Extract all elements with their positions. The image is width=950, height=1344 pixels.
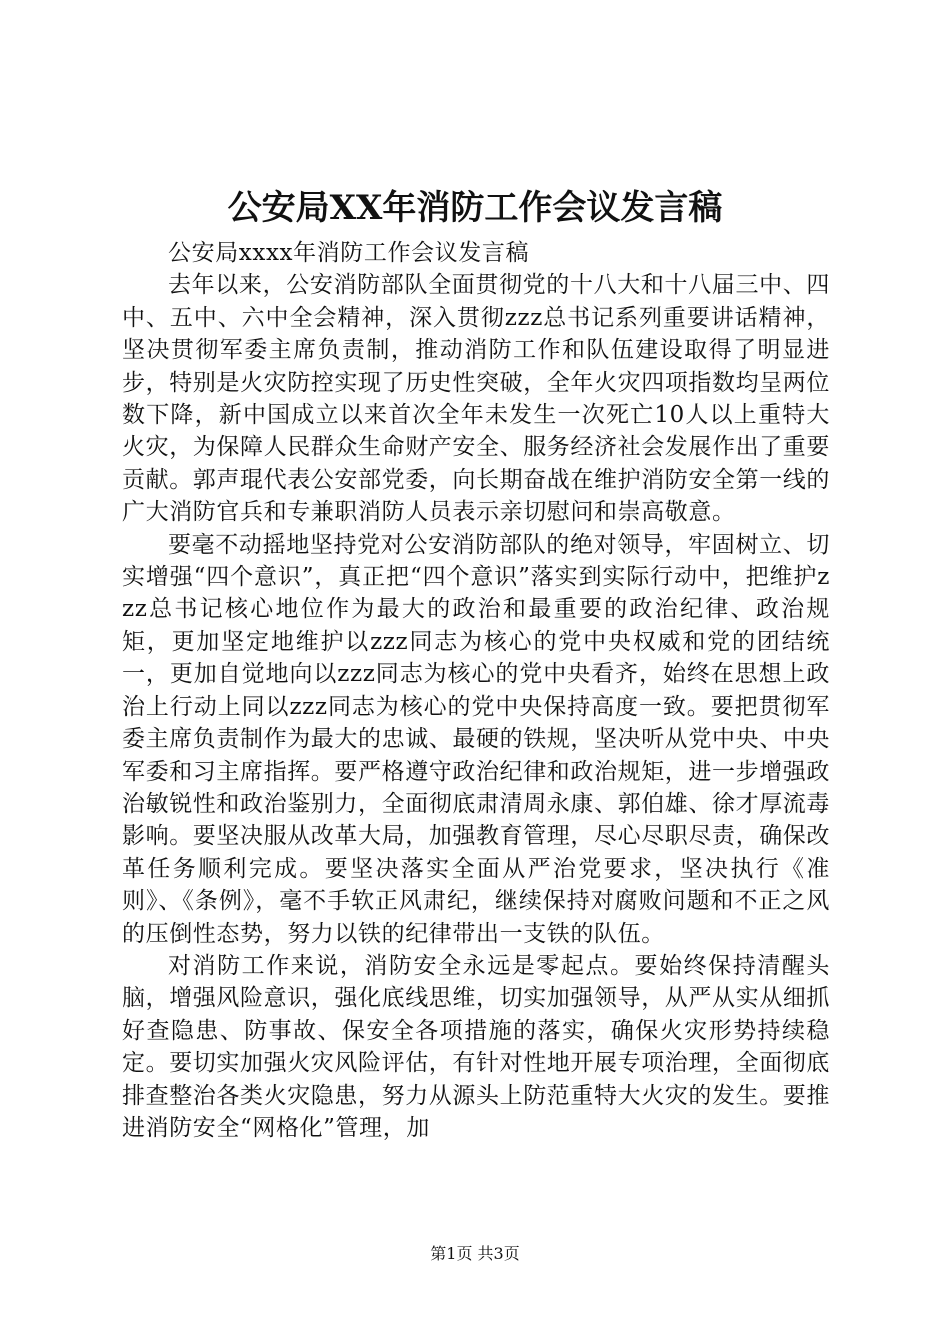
paragraph: 要毫不动摇地坚持党对公安消防部队的绝对领导，牢固树立、切实增强“四个意识”，真正把“四个意识”落实到实际行动中，把维护zzz总书记核心地位作为最大的政治和最重要的政治纪律、政治规矩，更加坚定地维护以zzz同志为核心的党中央权威和党的团结统一，更加自觉地向以zzz同志为核心的党中央看齐，始终在思想上政治上行动上同以zzz同志为核心的党中央保持高度一致。要把贯彻军委主席负责制作为最大的忠诚、最硬的铁规，坚决听从党中央、中央军委和习主席指挥。要严格遵守政治纪律和政治规矩，进一步增强政治敏锐性和政治鉴别力，全面彻底肃清周永康、郭伯雄、徐才厚流毒影响。要坚决服从改革大局，加强教育管理，尽心尽职尽责，确保改革任务顺利完成。要坚决落实全面从严治党要求，坚决执行《准则》、《条例》，毫不手软正风肃纪，继续保持对腐败问题和不正之风的压倒性态势，努力以铁的纪律带出一支铁的队伍。 xyxy=(122,531,830,947)
page-number-footer: 第1页 共3页 xyxy=(430,1244,520,1263)
paragraph: 对消防工作来说，消防安全永远是零起点。要始终保持清醒头脑，增强风险意识，强化底线思维，切实加强领导，从严从实从细抓好查隐患、防事故、保安全各项措施的落实，确保火灾形势持续稳定。要切实加强火灾风险评估，有针对性地开展专项治理，全面彻底排查整治各类火灾隐患，努力从源头上防范重特大火灾的发生。要推进消防安全“网格化”管理，加 xyxy=(122,952,830,1141)
paragraph-subtitle: 公安局xxxx年消防工作会议发言稿 xyxy=(168,240,530,266)
paragraph: 去年以来，公安消防部队全面贯彻党的十八大和十八届三中、四中、五中、六中全会精神，深入贯彻zzz总书记系列重要讲话精神，坚决贯彻军委主席负责制，推动消防工作和队伍建设取得了明显进步，特别是火灾防控实现了历史性突破，全年火灾四项指数均呈两位数下降，新中国成立以来首次全年未发生一次死亡10人以上重特大火灾，为保障人民群众生命财产安全、服务经济社会发展作出了重要贡献。郭声琨代表公安部党委，向长期奋战在维护消防安全第一线的广大消防官兵和专兼职消防人员表示亲切慰问和崇高敬意。 xyxy=(122,272,830,526)
document-title: 公安局XX年消防工作会议发言稿 xyxy=(227,188,723,228)
document-body xyxy=(122,237,830,1144)
